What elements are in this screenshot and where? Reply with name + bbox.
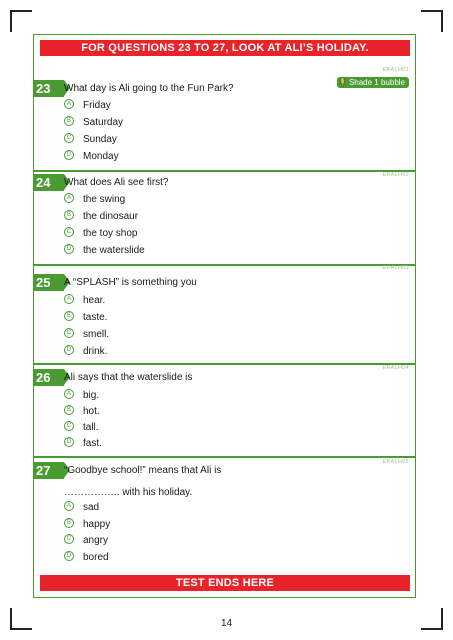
question-text: “Goodbye school!” means that Ali is <box>64 465 222 476</box>
option-c[interactable] <box>64 227 137 240</box>
shade-hint-badge <box>337 77 409 88</box>
option-text: hot. <box>83 406 100 417</box>
pencil-icon <box>339 78 346 87</box>
option-c[interactable] <box>64 534 108 547</box>
answer-bubble-c[interactable]: C <box>64 421 74 431</box>
question-number: 25 <box>34 274 64 291</box>
option-text: smell. <box>83 329 110 340</box>
answer-bubble-b[interactable]: B <box>64 116 74 126</box>
option-text: happy <box>83 519 111 530</box>
answer-bubble-a[interactable]: A <box>64 99 74 109</box>
answer-bubble-d[interactable]: D <box>64 150 74 160</box>
option-d[interactable] <box>64 345 107 358</box>
option-text: the dinosaur <box>83 211 139 222</box>
option-text: taste. <box>83 312 108 323</box>
option-b[interactable] <box>64 311 107 324</box>
question-number: 23 <box>34 80 64 97</box>
option-d[interactable] <box>64 437 102 450</box>
option-a[interactable] <box>64 389 99 402</box>
option-a[interactable] <box>64 99 111 112</box>
question-text: Ali says that the waterslide is <box>64 372 193 383</box>
answer-bubble-d[interactable]: D <box>64 437 74 447</box>
question-code: ERALH03 <box>382 265 409 271</box>
option-d[interactable] <box>64 551 109 564</box>
question-code: ERALH04 <box>382 365 409 371</box>
question-text: A “SPLASH” is something you <box>64 277 197 288</box>
option-text: bored <box>83 552 109 563</box>
answer-bubble-b[interactable]: B <box>64 311 74 321</box>
option-a[interactable] <box>64 501 99 514</box>
answer-bubble-a[interactable]: A <box>64 193 74 203</box>
answer-bubble-a[interactable]: A <box>64 501 74 511</box>
section-divider <box>34 363 415 365</box>
question-code: ERALH02 <box>382 172 409 178</box>
question-code: ERALH01 <box>382 67 409 73</box>
option-text: Sunday <box>83 134 117 145</box>
page-number: 14 <box>220 618 233 629</box>
question-code: ERALH05 <box>382 459 409 465</box>
option-text: sad <box>83 502 100 513</box>
option-d[interactable] <box>64 150 119 163</box>
answer-bubble-d[interactable]: D <box>64 244 74 254</box>
answer-bubble-c[interactable]: C <box>64 328 74 338</box>
question-text-continuation: …………….. with his holiday. <box>64 487 193 498</box>
option-b[interactable] <box>64 405 100 418</box>
option-text: angry <box>83 535 109 546</box>
answer-bubble-c[interactable]: C <box>64 534 74 544</box>
option-b[interactable] <box>64 518 110 531</box>
option-text: big. <box>83 390 100 401</box>
answer-bubble-b[interactable]: B <box>64 405 74 415</box>
option-a[interactable] <box>64 193 125 206</box>
option-text: the waterslide <box>83 245 145 256</box>
option-b[interactable] <box>64 210 138 223</box>
option-b[interactable] <box>64 116 123 129</box>
section-divider <box>34 170 415 172</box>
answer-bubble-b[interactable]: B <box>64 210 74 220</box>
answer-bubble-b[interactable]: B <box>64 518 74 528</box>
answer-bubble-d[interactable]: D <box>64 551 74 561</box>
question-number: 27 <box>34 462 64 479</box>
option-d[interactable] <box>64 244 145 257</box>
option-c[interactable] <box>64 328 109 341</box>
question-number: 26 <box>34 369 64 386</box>
crop-mark-top-left <box>10 10 32 32</box>
crop-mark-top-right <box>421 10 443 32</box>
option-text: Monday <box>83 151 119 162</box>
shade-hint-text: Shade 1 bubble <box>348 78 405 87</box>
option-text: the toy shop <box>83 228 138 239</box>
option-a[interactable] <box>64 294 105 307</box>
option-text: drink. <box>83 346 108 357</box>
option-text: Saturday <box>83 117 124 128</box>
answer-bubble-a[interactable]: A <box>64 294 74 304</box>
test-end-banner: TEST ENDS HERE <box>40 575 410 591</box>
section-divider <box>34 264 415 266</box>
answer-bubble-c[interactable]: C <box>64 227 74 237</box>
section-divider <box>34 456 415 458</box>
question-text: What day is Ali going to the Fun Park? <box>64 83 234 94</box>
option-text: tall. <box>83 422 99 433</box>
instructions-banner: FOR QUESTIONS 23 TO 27, LOOK AT ALI’S HOLIDAY. <box>40 40 410 56</box>
question-text: What does Ali see first? <box>64 177 169 188</box>
option-c[interactable] <box>64 421 99 434</box>
option-text: the swing <box>83 194 126 205</box>
option-text: hear. <box>83 295 106 306</box>
option-text: Friday <box>83 100 111 111</box>
question-number: 24 <box>34 174 64 191</box>
answer-bubble-d[interactable]: D <box>64 345 74 355</box>
option-c[interactable] <box>64 133 117 146</box>
answer-bubble-c[interactable]: C <box>64 133 74 143</box>
answer-bubble-a[interactable]: A <box>64 389 74 399</box>
option-text: fast. <box>83 438 102 449</box>
